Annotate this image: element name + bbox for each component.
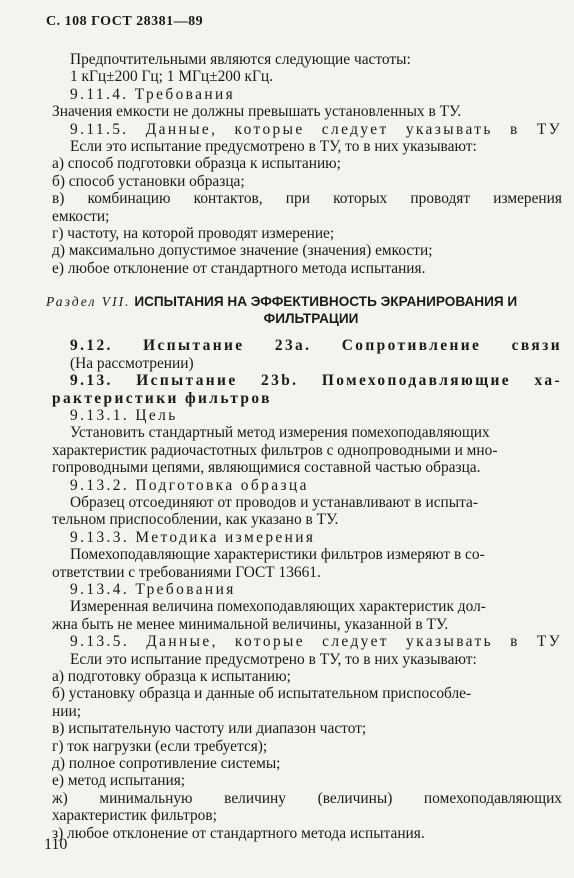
- list-item: е) метод испытания;: [52, 772, 186, 790]
- text-line: Если это испытание предусмотрено в ТУ, то в них указывают:: [70, 138, 477, 156]
- text-line: нии;: [52, 702, 81, 720]
- text-line: жна быть не менее минимальной величины, указанной в ТУ.: [52, 615, 449, 633]
- text-line: Образец отсоединяют от проводов и устанавливают в испыта-: [70, 493, 479, 511]
- section-title-line: ФИЛЬТРАЦИИ: [263, 311, 359, 327]
- list-item: в) комбинацию контактов, при которых проводят измерения: [52, 190, 562, 208]
- subsection-heading: 9.13.1. Цель: [70, 406, 178, 424]
- section-label: Раздел VII.: [46, 294, 131, 310]
- list-item: а) способ подготовки образца к испытанию;: [52, 155, 341, 173]
- text-line: Помехоподавляющие характеристики фильтров измеряют в со-: [70, 546, 485, 564]
- subsection-heading: 9.11.5. Данные, которые следует указывать в ТУ: [70, 120, 562, 138]
- list-item: ж) минимальную величину (величины) помехоподавляющих: [52, 789, 562, 807]
- page-header: С. 108 ГОСТ 28381—89: [46, 14, 204, 29]
- text-line: Если это испытание предусмотрено в ТУ, то в них указывают:: [70, 650, 477, 668]
- list-item: в) испытательную частоту или диапазон частот;: [52, 720, 367, 738]
- text-line: Установить стандартный метод измерения помехоподавляющих: [70, 424, 490, 442]
- text-line: гопроводными цепями, являющимися составной частью образца.: [52, 459, 481, 477]
- subsection-heading: 9.11.4. Требования: [70, 85, 236, 103]
- list-item: г) ток нагрузки (если требуется);: [52, 737, 268, 755]
- text-line: Измеренная величина помехоподавляющих характеристик дол-: [70, 598, 486, 616]
- text-line: Значения емкости не должны превышать установленных в ТУ.: [52, 103, 462, 121]
- list-item: з) любое отклонение от стандартного метода испытания.: [52, 824, 425, 842]
- text-line: 1 кГц±200 Гц; 1 МГц±200 кГц.: [70, 68, 273, 86]
- text-line: емкости;: [52, 207, 110, 225]
- text-line: Предпочтительными являются следующие частоты:: [70, 51, 411, 68]
- text-line: характеристик фильтров;: [52, 807, 217, 825]
- text-line: ответствии с требованиями ГОСТ 13661.: [52, 563, 321, 581]
- subsection-heading: 9.13.3. Методика измерения: [70, 528, 316, 546]
- clause-heading: рактеристики фильтров: [52, 389, 272, 407]
- clause-heading: 9.13. Испытание 23b. Помехоподавляющие ха-: [70, 372, 562, 390]
- subsection-heading: 9.13.2. Подготовка образца: [70, 476, 309, 494]
- section-heading: [46, 293, 574, 327]
- section-title-line: ИСПЫТАНИЯ НА ЭФФЕКТИВНОСТЬ ЭКРАНИРОВАНИЯ И: [134, 294, 518, 310]
- text-line: (На рассмотрении): [70, 354, 194, 372]
- list-item: е) любое отклонение от стандартного метода испытания.: [52, 259, 426, 277]
- page-number: 110: [44, 836, 68, 853]
- subsection-heading: 9.13.5. Данные, которые следует указывать в ТУ: [70, 633, 562, 651]
- subsection-heading: 9.13.4. Требования: [70, 580, 236, 598]
- list-item: б) способ установки образца;: [52, 172, 245, 190]
- clause-heading: 9.12. Испытание 23а. Сопротивление связи: [70, 337, 562, 355]
- document-body: [46, 51, 562, 842]
- list-item: г) частоту, на которой проводят измерение;: [52, 225, 335, 243]
- list-item: д) полное сопротивление системы;: [52, 755, 281, 773]
- list-item: б) установку образца и данные об испытательном приспособле-: [52, 685, 472, 703]
- text-line: тельном приспособлении, как указано в ТУ.: [52, 511, 339, 529]
- list-item: а) подготовку образца к испытанию;: [52, 668, 291, 685]
- text-line: характеристик радиочастотных фильтров с однопроводными и мно-: [52, 441, 498, 459]
- list-item: д) максимально допустимое значение (значения) емкости;: [52, 242, 433, 260]
